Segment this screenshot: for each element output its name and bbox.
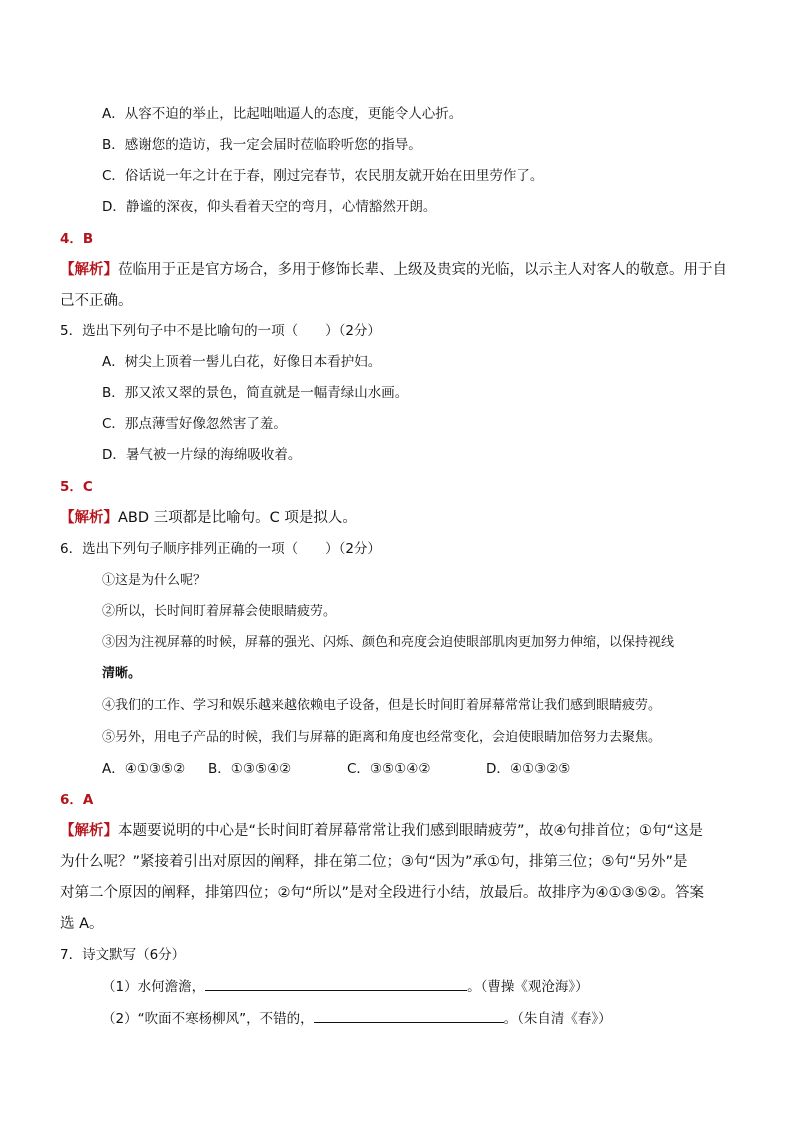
q5-answer: 5．C xyxy=(60,479,93,495)
q5-option-a: A．树尖上顶着一髻儿白花，好像日本看护妇。 xyxy=(102,354,382,370)
q6-sentence-3: ③因为注视屏幕的时候，屏幕的强光、闪烁、颜色和亮度会迫使眼部肌肉更加努力伸缩，以保持视线 xyxy=(102,635,675,650)
q4-option-b: B．感谢您的造访，我一定会届时莅临聆听您的指导。 xyxy=(102,137,422,153)
q7-question: 7．诗文默写（6分） xyxy=(60,947,186,963)
q4-answer: 4．B xyxy=(60,231,94,247)
q6-option-d: D．④①③②⑤ xyxy=(486,761,571,777)
q6-question: 6．选出下列句子顺序排列正确的一项（ ）（2分） xyxy=(60,541,381,557)
q6-sentence-1: ①这是为什么呢？ xyxy=(102,573,207,588)
q6-sentence-5: ⑤另外，用电子产品的时候，我们与屏幕的距离和角度也经常变化，会迫使眼睛加倍努力去聚焦。 xyxy=(102,730,662,745)
q6-sentence-4: ④我们的工作、学习和娱乐越来越依赖电子设备，但是长时间盯着屏幕常常让我们感到眼睛疲劳。 xyxy=(102,698,662,713)
q7-item-2: （2）“吹面不寒杨柳风”，不错的， 。（朱自清《春》） xyxy=(102,1008,612,1029)
q6-analysis-line-3: 对第二个原因的阐释，排第四位；②句“所以”是对全段进行小结，放最后。故排序为④①③⑤②。答案 xyxy=(60,885,705,901)
q4-analysis-line-2: 己不正确。 xyxy=(60,293,133,309)
q5-option-d: D．暑气被一片绿的海绵吸收着。 xyxy=(102,447,302,463)
q6-answer: 6．A xyxy=(60,792,94,808)
q6-analysis-line-4: 选 A。 xyxy=(60,916,104,932)
q5-question: 5．选出下列句子中不是比喻句的一项（ ）（2分） xyxy=(60,323,381,339)
q6-sentence-3-cont: 清晰。 xyxy=(102,666,142,681)
analysis-tag: 【解析】 xyxy=(60,510,118,526)
q4-option-d: D．静谧的深夜，仰头看着天空的弯月，心情豁然开朗。 xyxy=(102,199,437,215)
analysis-tag: 【解析】 xyxy=(60,823,118,839)
q6-sentence-2: ②所以，长时间盯着屏幕会使眼睛疲劳。 xyxy=(102,604,337,619)
q7-blank-1[interactable] xyxy=(205,976,467,991)
q6-option-c: C．③⑤①④② xyxy=(347,761,431,777)
q4-analysis-line-1: 【解析】莅临用于正是官方场合，多用于修饰长辈、上级及贵宾的光临，以示主人对客人的敬意。用于自 xyxy=(60,262,727,278)
q6-option-b: B．①③⑤④② xyxy=(208,761,292,777)
q7-item-1: （1）水何澹澹， 。（曹操《观沧海》） xyxy=(102,976,589,997)
q6-analysis-line-1: 【解析】本题要说明的中心是“长时间盯着屏幕常常让我们感到眼睛疲劳”，故④句排首位；①句“这是 xyxy=(60,823,704,839)
q4-option-a: A．从容不迫的举止，比起咄咄逼人的态度，更能令人心折。 xyxy=(102,106,463,122)
q5-option-c: C．那点薄雪好像忽然害了羞。 xyxy=(102,416,287,432)
q6-option-a: A．④①③⑤② xyxy=(102,761,186,777)
q5-analysis: 【解析】ABD 三项都是比喻句。C 项是拟人。 xyxy=(60,510,357,526)
q5-option-b: B．那又浓又翠的景色，简直就是一幅青绿山水画。 xyxy=(102,385,409,401)
q7-blank-2[interactable] xyxy=(314,1008,504,1023)
analysis-tag: 【解析】 xyxy=(60,262,118,278)
q6-analysis-line-2: 为什么呢？”紧接着引出对原因的阐释，排在第二位；③句“因为”承①句，排第三位；⑤句“另外”是 xyxy=(60,854,688,870)
q4-option-c: C．俗话说一年之计在于春，刚过完春节，农民朋友就开始在田里劳作了。 xyxy=(102,168,544,184)
